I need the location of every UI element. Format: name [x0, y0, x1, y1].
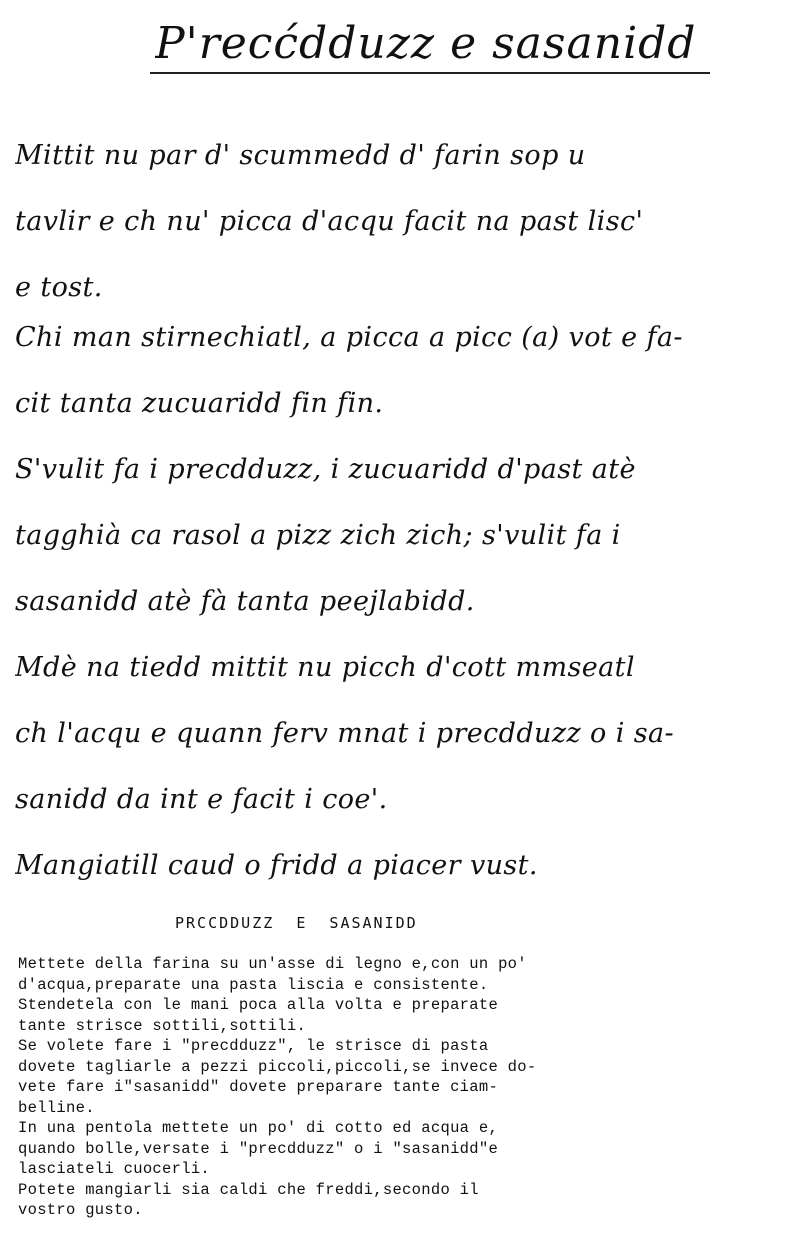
typewritten-line: Potete mangiarli sia caldi che freddi,secondo il: [18, 1180, 479, 1199]
handwritten-line: Mittit nu par d' scummedd d' farin sop u: [15, 140, 586, 171]
handwritten-line: e tost.: [15, 272, 103, 303]
handwritten-line: tagghià ca rasol a pizz zich zich; s'vulit fa i: [15, 520, 621, 551]
typewritten-translation: [18, 954, 778, 1221]
handwritten-line: ch l'acqu e quann ferv mnat i precdduzz o i sa-: [15, 718, 674, 749]
typewritten-line: lasciateli cuocerli.: [18, 1160, 211, 1178]
typewritten-line: vete fare i"sasanidd" dovete preparare tante ciam-: [18, 1078, 499, 1096]
handwritten-line: sasanidd atè fà tanta peejlabidd.: [15, 586, 475, 617]
handwritten-line: Mangiatill caud o fridd a piacer vust.: [15, 850, 538, 881]
typewritten-line: d'acqua,preparate una pasta liscia e consistente.: [18, 975, 489, 994]
typewritten-line: Mettete della farina su un'asse di legno e,con un po': [18, 955, 527, 973]
title-underline: [150, 72, 710, 74]
handwritten-line: sanidd da int e facit i coe'.: [15, 784, 388, 815]
typewritten-line: In una pentola mettete un po' di cotto ed acqua e,: [18, 1119, 499, 1137]
handwritten-recipe-text: [15, 128, 785, 904]
typewritten-line: belline.: [18, 1098, 95, 1117]
handwritten-line: S'vulit fa i precdduzz, i zucuaridd d'past atè: [15, 454, 636, 485]
typewritten-title: PRCCDDUZZ E SASANIDD: [175, 914, 418, 932]
handwritten-line: cit tanta zucuaridd fin fin.: [15, 388, 384, 419]
typewritten-line: vostro gusto.: [18, 1201, 143, 1219]
handwritten-line: Chi man stirnechiatl, a picca a picc (a) vot e fa-: [15, 322, 683, 353]
handwritten-line: Mdè na tiedd mittit nu picch d'cott mmseatl: [15, 652, 635, 683]
handwritten-title: P'recćdduzz e sasanidd: [155, 18, 697, 69]
typewritten-line: Se volete fare i "precdduzz", le strisce di pasta: [18, 1037, 489, 1055]
typewritten-line: tante strisce sottili,sottili.: [18, 1016, 307, 1035]
typewritten-line: dovete tagliarle a pezzi piccoli,piccoli,se invece do-: [18, 1057, 537, 1076]
typewritten-line: Stendetela con le mani poca alla volta e preparate: [18, 996, 499, 1014]
handwritten-line: tavlir e ch nu' picca d'acqu facit na past lisc': [15, 206, 644, 237]
typewritten-line: quando bolle,versate i "precdduzz" o i "sasanidd"e: [18, 1139, 499, 1158]
